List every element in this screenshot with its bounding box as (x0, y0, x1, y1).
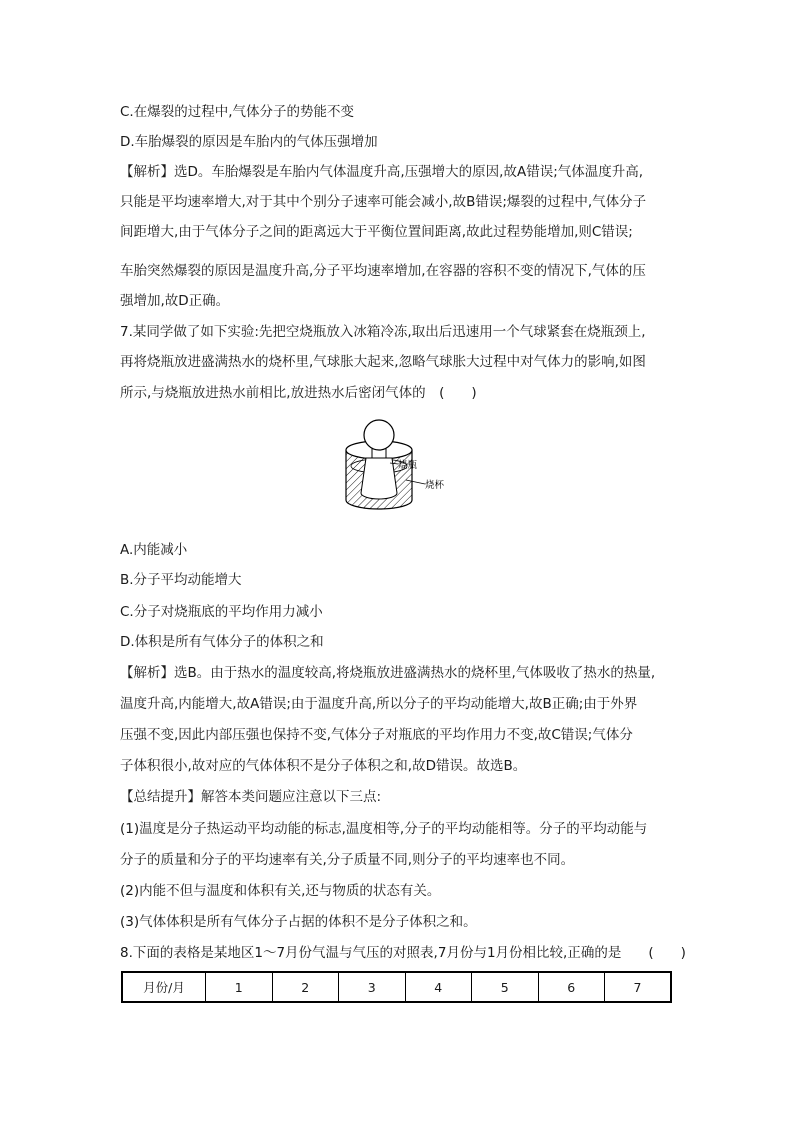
summary-point1-line2: 分子的质量和分子的平均速率有关,分子质量不同,则分子的平均速率也不同。 (120, 852, 575, 868)
summary-point3: (3)气体体积是所有气体分子占据的体积不是分子体积之和。 (120, 914, 477, 930)
question-7-line3: 所示,与烧瓶放进热水前相比,放进热水后密闭气体的 ( ) (120, 385, 477, 401)
option-d-q7: D.体积是所有气体分子的体积之和 (120, 634, 324, 650)
analysis-q6-line2: 只能是平均速率增大,对于其中个别分子速率可能会减小,故B错误;爆裂的过程中,气体分子 (120, 194, 647, 210)
table-cell: 2 (272, 972, 339, 1002)
summary-point1-line1: (1)温度是分子热运动平均动能的标志,温度相等,分子的平均动能相等。分子的平均动能与 (120, 821, 648, 837)
flask-beaker-figure (340, 418, 470, 518)
question-7-line2: 再将烧瓶放进盛满热水的烧杯里,气球胀大起来,忽略气球胀大过程中对气体力的影响,如图 (120, 354, 646, 370)
table-row (122, 972, 671, 1002)
temperature-pressure-table (121, 971, 672, 1003)
option-b-q7: B.分子平均动能增大 (120, 572, 242, 588)
analysis-q6-line1: 【解析】选D。车胎爆裂是车胎内气体温度升高,压强增大的原因,故A错误;气体温度升高, (120, 164, 644, 180)
analysis-q6-line4: 车胎突然爆裂的原因是温度升高,分子平均速率增加,在容器的容积不变的情况下,气体的压 (120, 263, 646, 279)
table-header-cell: 月份/月 (122, 972, 206, 1002)
option-d-q6: D.车胎爆裂的原因是车胎内的气体压强增加 (120, 134, 378, 150)
summary-point2: (2)内能不但与温度和体积有关,还与物质的状态有关。 (120, 883, 441, 899)
balloon-shape (364, 420, 394, 450)
table-cell: 7 (605, 972, 672, 1002)
option-a-q7: A.内能减小 (120, 542, 188, 558)
analysis-q7-line4: 子体积很小,故对应的气体体积不是分子体积之和,故D错误。故选B。 (120, 758, 527, 774)
flask-label: 烧瓶 (398, 460, 418, 471)
question-7-line1: 7.某同学做了如下实验:先把空烧瓶放入冰箱冷冻,取出后迅速用一个气球紧套在烧瓶颈上, (120, 324, 646, 340)
analysis-q6-line5: 强增加,故D正确。 (120, 293, 230, 309)
table-cell: 1 (206, 972, 273, 1002)
option-c-q6: C.在爆裂的过程中,气体分子的势能不变 (120, 104, 355, 120)
analysis-q7-line1: 【解析】选B。由于热水的温度较高,将烧瓶放进盛满热水的烧杯里,气体吸收了热水的热量, (120, 665, 656, 681)
analysis-q7-line2: 温度升高,内能增大,故A错误;由于温度升高,所以分子的平均动能增大,故B正确;由于外界 (120, 696, 638, 712)
beaker-label: 烧杯 (425, 480, 445, 491)
table-cell: 5 (472, 972, 539, 1002)
table-cell: 4 (405, 972, 472, 1002)
table-cell: 6 (538, 972, 605, 1002)
table-cell: 3 (339, 972, 406, 1002)
option-c-q7: C.分子对烧瓶底的平均作用力减小 (120, 604, 323, 620)
question-8: 8.下面的表格是某地区1～7月份气温与气压的对照表,7月份与1月份相比较,正确的是 ( ) (120, 945, 686, 961)
summary-heading: 【总结提升】解答本类问题应注意以下三点: (120, 789, 382, 805)
analysis-q7-line3: 压强不变,因此内部压强也保持不变,气体分子对瓶底的平均作用力不变,故C错误;气体分 (120, 727, 633, 743)
analysis-q6-line3: 间距增大,由于气体分子之间的距离远大于平衡位置间距离,故此过程势能增加,则C错误; (120, 224, 633, 240)
